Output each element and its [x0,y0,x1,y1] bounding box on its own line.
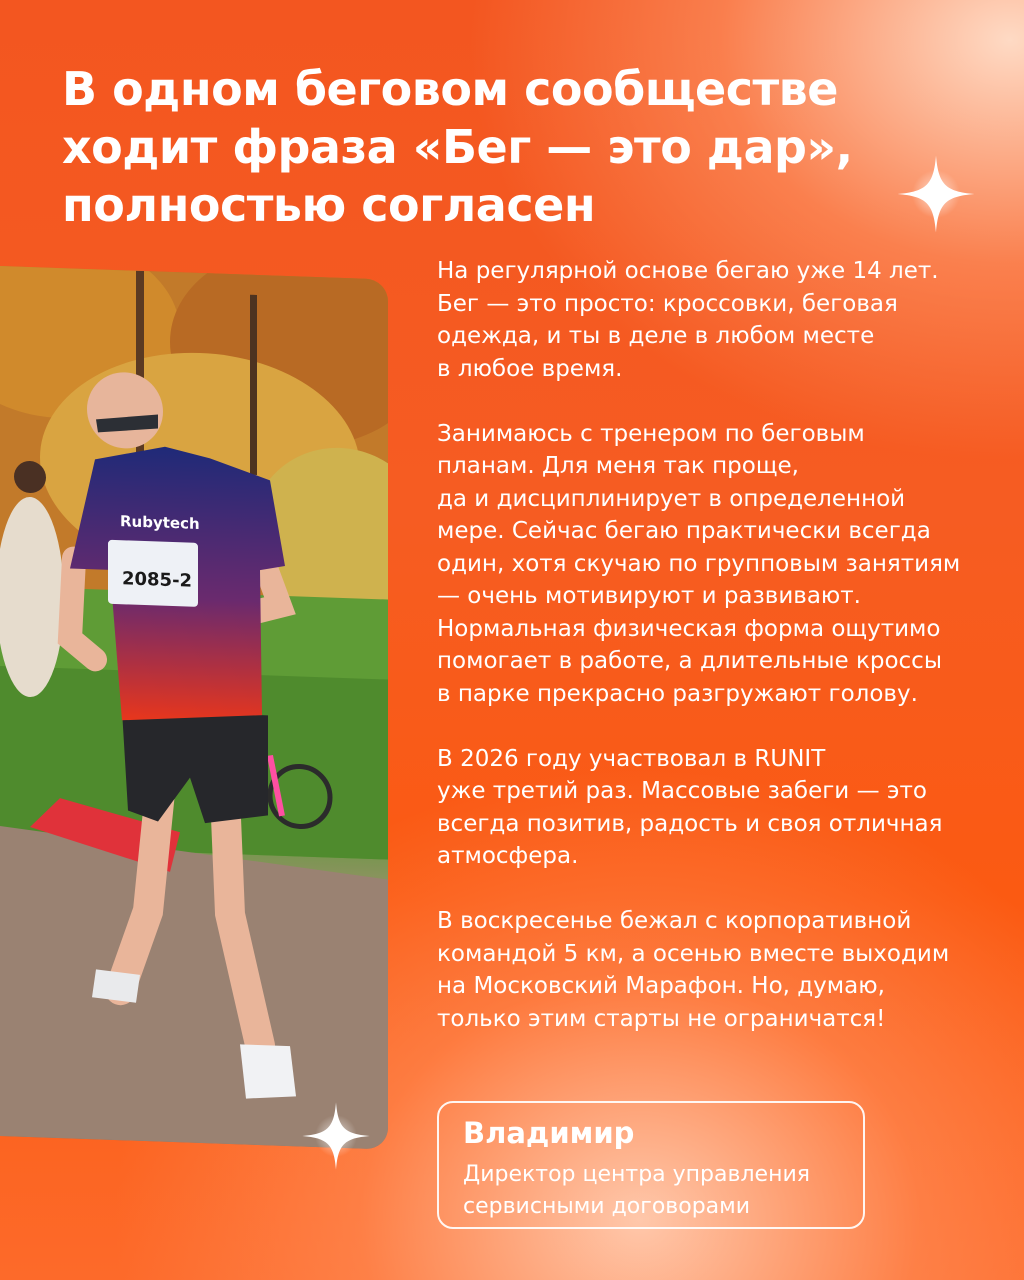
bib-number: 2085-2 [122,568,193,592]
story-line: в парке прекрасно разгружают голову. [437,680,918,707]
story-paragraph-4 [437,905,1012,1035]
story-line: В воскресенье бежал с корпоративной [437,908,912,934]
sparkle-icon [896,154,976,234]
author-role [463,1159,839,1223]
author-name: Владимир [463,1116,635,1150]
headline-line-3: полностью согласен [62,178,596,232]
runner-photo [0,266,388,1150]
headline [62,60,942,234]
story-line: один, хотя скучаю по групповым занятиям [437,550,961,577]
shirt-logo: Rubytech [120,512,200,533]
story-line: В 2026 году участвовал в RUNIT [437,745,826,772]
story-line: атмосфера. [437,843,579,869]
story-line: одежда, и ты в деле в любом месте [437,323,875,349]
story-line: Нормальная физическая форма ощутимо [437,615,941,642]
story-paragraph-2 [437,418,1012,711]
story-line: планам. Для меня так проще, [437,453,799,479]
story-line: уже третий раз. Массовые забеги — это [437,778,927,804]
story-line: всегда позитив, радость и своя отличная [437,810,943,837]
story-line: да и дисциплинирует в определенной [437,485,906,512]
story-line: только этим старты не ограничатся! [437,1005,886,1032]
sparkle-icon [301,1101,371,1171]
story-line: на Московский Марафон. Но, думаю, [437,973,885,999]
story-line: в любое время. [437,355,623,382]
author-role-line: Директор центра управления [463,1162,810,1187]
story-line: командой 5 км, а осенью вместе выходим [437,940,950,967]
author-card [437,1101,865,1229]
story-line: На регулярной основе бегаю уже 14 лет. [437,258,939,284]
headline-line-1: В одном беговом сообществе [62,62,838,116]
headline-line-2: ходит фраза «Бег — это дар», [62,120,853,174]
author-role-line: сервисными договорами [463,1194,751,1219]
story-line: — очень мотивируют и развивают. [437,583,861,609]
story-line: помогает в работе, а длительные кроссы [437,648,942,674]
story-line: мере. Сейчас бегаю практически всегда [437,518,931,544]
story-paragraph-1 [437,255,1012,385]
story-line: Занимаюсь с тренером по беговым [437,420,865,447]
story-line: Бег — это просто: кроссовки, беговая [437,290,898,317]
story-text [437,255,1012,1068]
story-paragraph-3 [437,743,1012,873]
